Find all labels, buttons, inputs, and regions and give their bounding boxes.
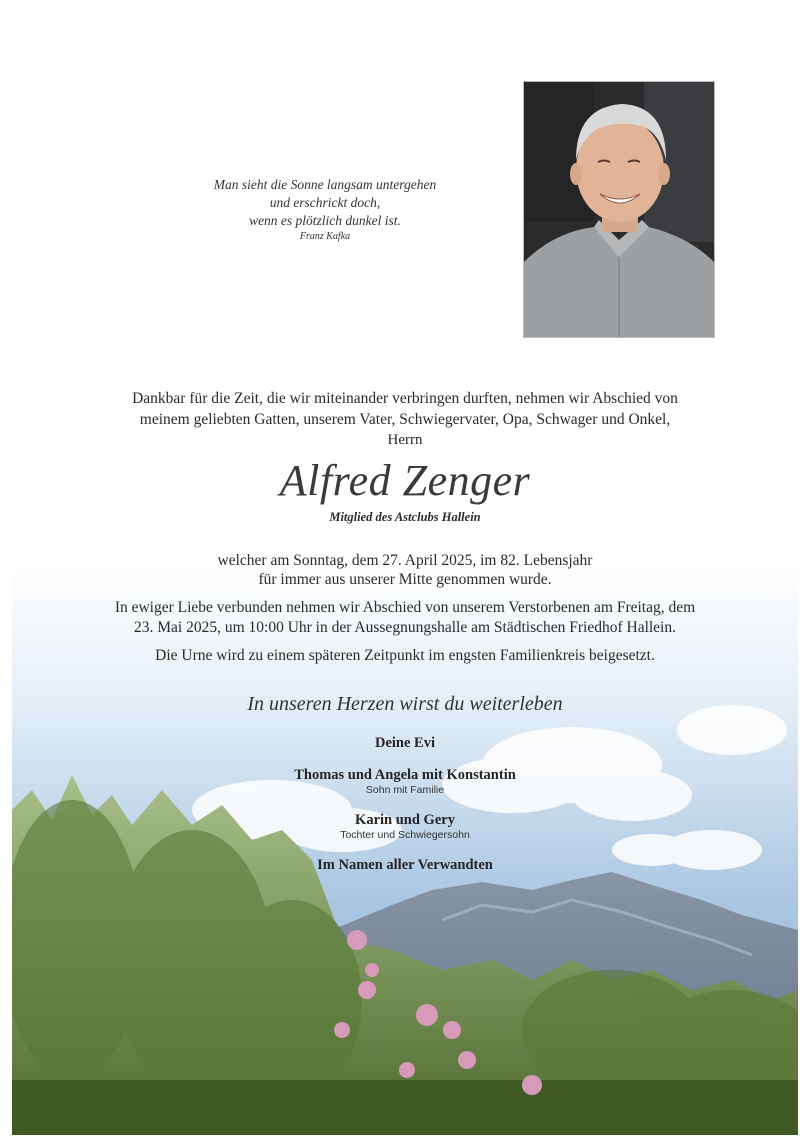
deceased-name: Alfred Zenger bbox=[279, 456, 531, 505]
mourner-entry bbox=[0, 766, 810, 797]
death-line: welcher am Sonntag, dem 27. April 2025, im 82. Lebensjahr bbox=[217, 552, 593, 569]
intro-line: Dankbar für die Zeit, die wir miteinander verbringen durften, nehmen wir Abschied von bbox=[132, 390, 678, 407]
mourner-relation: Tochter und Schwiegersohn bbox=[340, 829, 470, 841]
mourner-relation: Sohn mit Familie bbox=[365, 784, 445, 796]
mourner-entry bbox=[0, 856, 810, 874]
quote-line: und erschrickt doch, bbox=[269, 195, 381, 210]
mourner-entry bbox=[0, 734, 810, 752]
mourner-name: Deine Evi bbox=[374, 735, 435, 751]
mourner-name: Im Namen aller Verwandten bbox=[317, 857, 493, 873]
mourner-name: Karin und Gery bbox=[355, 812, 455, 828]
quote-author: Franz Kafka bbox=[299, 231, 351, 242]
intro-line: meinem geliebten Gatten, unserem Vater, Schwiegervater, Opa, Schwager und Onkel, bbox=[139, 411, 671, 428]
membership-note: Mitglied des Astclubs Hallein bbox=[329, 510, 481, 524]
quote-line: wenn es plötzlich dunkel ist. bbox=[249, 213, 401, 228]
funeral-line: 23. Mai 2025, um 10:00 Uhr in der Aussegnungshalle am Städtischen Friedhof Hallein. bbox=[134, 619, 676, 636]
death-line: für immer aus unserer Mitte genommen wurde. bbox=[258, 571, 552, 588]
portrait-photo bbox=[523, 81, 715, 338]
memorial-motto: In unseren Herzen wirst du weiterleben bbox=[247, 693, 563, 715]
funeral-line: In ewiger Liebe verbunden nehmen wir Abschied von unserem Verstorbenen am Freitag, dem bbox=[114, 599, 696, 616]
mourner-name: Thomas und Angela mit Konstantin bbox=[294, 767, 516, 783]
mourners-list bbox=[0, 734, 810, 888]
quote-line: Man sieht die Sonne langsam untergehen bbox=[213, 177, 437, 192]
kafka-quote bbox=[150, 176, 500, 244]
urn-note: Die Urne wird zu einem späteren Zeitpunkt im engsten Familienkreis beigesetzt. bbox=[155, 647, 655, 664]
salutation: Herrn bbox=[387, 432, 423, 448]
intro-text bbox=[60, 388, 750, 430]
death-notice bbox=[0, 551, 810, 589]
mourner-entry bbox=[0, 811, 810, 842]
funeral-details bbox=[80, 598, 730, 638]
